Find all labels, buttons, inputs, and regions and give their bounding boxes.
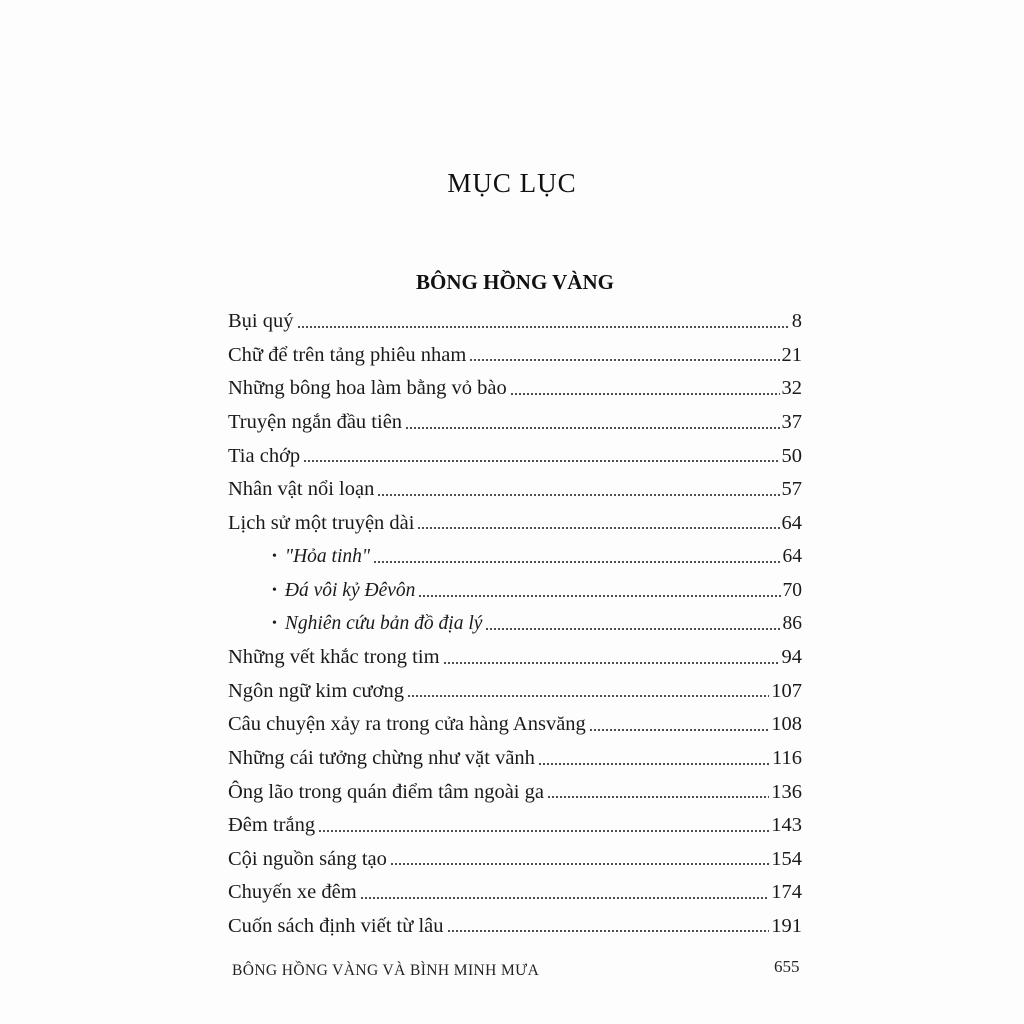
- dot-leader: [443, 659, 780, 667]
- toc-entry-title: Chữ để trên tảng phiêu nham: [228, 343, 467, 366]
- toc-subentry-page: 70: [782, 579, 802, 601]
- toc-entry-title: Những bông hoa làm bằng vỏ bào: [228, 377, 507, 400]
- bullet-icon: •: [272, 548, 277, 564]
- toc-entry-title: Cuốn sách định viết từ lâu: [228, 914, 444, 937]
- toc-entry: [228, 406, 802, 440]
- dot-leader: [303, 457, 779, 465]
- toc-entry: [228, 339, 802, 373]
- toc-entry-title: Nhân vật nổi loạn: [228, 478, 375, 501]
- toc-entry-page: 143: [771, 814, 802, 837]
- toc-entry-page: 174: [771, 881, 802, 904]
- toc-entry-title: Câu chuyện xảy ra trong cửa hàng Ansvăng: [228, 713, 586, 736]
- toc-entry: [228, 305, 802, 339]
- toc-entry: [228, 439, 802, 473]
- toc-entry-page: 37: [781, 411, 802, 434]
- page-number: 655: [774, 957, 800, 976]
- toc-entry-page: 64: [781, 511, 802, 534]
- toc-entry-page: 191: [771, 914, 802, 937]
- toc-entry: [228, 910, 802, 944]
- toc-subentry: [228, 574, 802, 608]
- dot-leader: [360, 894, 770, 902]
- toc-subentry-title: Đá vôi kỷ Đêvôn: [284, 579, 416, 601]
- dot-leader: [485, 625, 780, 633]
- toc-entry-page: 116: [772, 747, 802, 770]
- toc-entry-title: Truyện ngắn đầu tiên: [228, 411, 403, 434]
- dot-leader: [390, 860, 769, 868]
- toc-entry-page: 108: [771, 713, 802, 736]
- dot-leader: [318, 827, 769, 835]
- toc-entry: [228, 708, 802, 742]
- toc-subentry-page: 64: [782, 545, 802, 567]
- dot-leader: [297, 323, 790, 331]
- dot-leader: [538, 760, 770, 768]
- toc-entry-title: Ngôn ngữ kim cương: [228, 679, 404, 702]
- toc-entry: [228, 372, 802, 406]
- bullet-icon: •: [272, 582, 277, 598]
- section-title: BÔNG HỒNG VÀNG: [416, 270, 614, 294]
- dot-leader: [418, 592, 780, 600]
- toc-entry-page: 50: [781, 444, 802, 467]
- bullet-icon: •: [272, 616, 277, 632]
- toc-entry-page: 32: [781, 377, 802, 400]
- toc-entry-title: Cội nguồn sáng tạo: [228, 847, 387, 870]
- toc-entry-title: Ông lão trong quán điểm tâm ngoài ga: [228, 780, 544, 803]
- toc-entry-title: Lịch sử một truyện dài: [228, 511, 415, 534]
- toc-entry-page: 107: [771, 679, 802, 702]
- toc-entry: [228, 876, 802, 910]
- toc-entry-page: 21: [781, 343, 802, 366]
- toc-entry-page: 57: [781, 478, 802, 501]
- toc-entry-title: Bụi quý: [228, 310, 294, 333]
- toc-entry: [228, 473, 802, 507]
- toc-entry-title: Những vết khắc trong tim: [228, 646, 440, 669]
- dot-leader: [510, 390, 780, 398]
- toc-subentry-title: "Hỏa tinh": [284, 545, 371, 567]
- toc-subentry-title: Nghiên cứu bản đồ địa lý: [284, 613, 483, 635]
- toc-entry: [228, 843, 802, 877]
- toc-entry: [228, 507, 802, 541]
- toc-entry: [228, 775, 802, 809]
- toc-entry-title: Những cái tưởng chừng như vặt vãnh: [228, 747, 535, 770]
- running-footer-title: BÔNG HỒNG VÀNG VÀ BÌNH MINH MƯA: [232, 962, 540, 979]
- toc-entry-title: Tia chớp: [228, 444, 301, 467]
- toc-entry: [228, 675, 802, 709]
- dot-leader: [589, 726, 769, 734]
- dot-leader: [447, 927, 770, 935]
- toc-entry: [228, 809, 802, 843]
- toc-entry: [228, 641, 802, 675]
- page-title: MỤC LỤC: [447, 168, 577, 198]
- toc-entry-page: 94: [781, 646, 802, 669]
- toc-entry-page: 136: [771, 780, 802, 803]
- dot-leader: [377, 491, 779, 499]
- dot-leader: [407, 692, 769, 700]
- toc-entry-title: Chuyến xe đêm: [228, 881, 357, 904]
- toc-subentry: [228, 540, 802, 574]
- dot-leader: [373, 558, 780, 566]
- toc-entry-title: Đêm trắng: [228, 814, 316, 837]
- toc-subentry: [228, 607, 802, 641]
- toc-entry-page: 8: [791, 310, 802, 333]
- toc-entry-page: 154: [771, 847, 802, 870]
- table-of-contents: [228, 305, 802, 943]
- dot-leader: [547, 793, 769, 801]
- dot-leader: [469, 356, 779, 364]
- toc-entry: [228, 742, 802, 776]
- dot-leader: [405, 424, 779, 432]
- dot-leader: [417, 524, 779, 532]
- toc-subentry-page: 86: [782, 613, 802, 635]
